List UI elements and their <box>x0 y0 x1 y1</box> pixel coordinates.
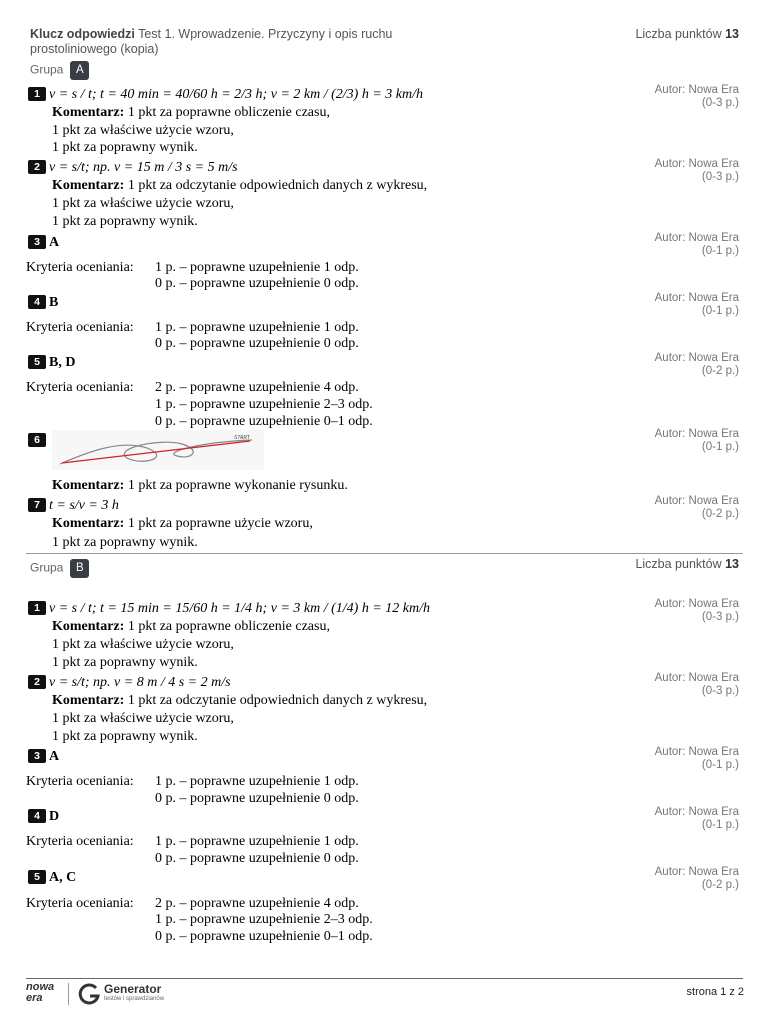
generator-subtitle: testów i sprawdzianów <box>104 996 165 1002</box>
a-q6-path-drawing <box>52 430 264 470</box>
answer-text: B <box>49 295 59 310</box>
b-q2-comment <box>52 692 427 709</box>
answer-text: v = s/t; np. v = 8 m / 4 s = 2 m/s <box>49 675 231 690</box>
points-range: (0-1 p.) <box>701 305 739 317</box>
comment-text: 1 pkt za poprawne użycie wzoru, <box>127 516 313 531</box>
a-q3-author <box>579 232 739 258</box>
a-q5-author <box>579 352 739 378</box>
comment-text: 1 pkt za poprawne obliczenie czasu, <box>127 619 330 634</box>
b-q5-author <box>579 866 739 892</box>
comment-text: 1 pkt za odczytanie odpowiednich danych z wykresu, <box>127 693 428 708</box>
nowa-era-logo: nowa era <box>26 981 55 1004</box>
question-number: 3 <box>28 749 46 763</box>
points-range: (0-2 p.) <box>701 879 739 891</box>
generator-label: Generator <box>104 982 162 996</box>
points-range: (0-3 p.) <box>701 685 739 697</box>
b-q4-criteria-label: Kryteria oceniania: <box>26 834 134 849</box>
points-range: (0-3 p.) <box>701 611 739 623</box>
a-q7-comment <box>52 515 313 532</box>
b-q3-criteria-label: Kryteria oceniania: <box>26 774 134 789</box>
author-text: Autor: Nowa Era <box>654 158 739 170</box>
comment-label: Komentarz: <box>52 516 125 531</box>
a-q6-comment <box>52 477 348 494</box>
points-value: 13 <box>725 557 739 571</box>
comment-text: 1 pkt za odczytanie odpowiednich danych z wykresu, <box>127 178 428 193</box>
b-q3-criteria-2: 0 p. – poprawne uzupełnienie 0 odp. <box>155 791 359 806</box>
points-range: (0-3 p.) <box>701 171 739 183</box>
a-q7-comment-2: 1 pkt za poprawny wynik. <box>52 535 198 550</box>
drawing-start-label: START <box>234 435 250 441</box>
question-number: 6 <box>28 433 46 447</box>
a-q5-answer <box>28 354 75 371</box>
author-text: Autor: Nowa Era <box>654 672 739 684</box>
a-q3-criteria-label: Kryteria oceniania: <box>26 260 134 275</box>
logo-separator <box>68 983 69 1005</box>
a-q7-answer <box>28 497 119 514</box>
a-q3-criteria-1: 1 p. – poprawne uzupełnienie 1 odp. <box>155 260 359 275</box>
answer-text: B, D <box>49 355 76 370</box>
comment-text: 1 pkt za poprawne obliczenie czasu, <box>127 105 330 120</box>
group-b-label <box>30 559 89 578</box>
a-q5-criteria-1: 2 p. – poprawne uzupełnienie 4 odp. <box>155 380 359 395</box>
b-q2-comment-2: 1 pkt za właściwe użycie wzoru, <box>52 711 234 726</box>
title-bold: Klucz odpowiedzi <box>30 27 135 41</box>
total-points <box>635 27 739 41</box>
a-q4-criteria-label: Kryteria oceniania: <box>26 320 134 335</box>
b-q3-answer <box>28 748 59 765</box>
page-number: strona 1 z 2 <box>686 986 744 998</box>
a-q1-comment-3: 1 pkt za poprawny wynik. <box>52 140 198 155</box>
answer-text: v = s / t; t = 40 min = 40/60 h = 2/3 h; v = 2 km / (2/3) h = 3 km/h <box>49 87 423 102</box>
b-q4-answer <box>28 808 59 825</box>
b-q1-author <box>579 598 739 624</box>
section-divider <box>26 553 743 554</box>
b-q2-comment-3: 1 pkt za poprawny wynik. <box>52 729 198 744</box>
question-number: 4 <box>28 295 46 309</box>
a-q2-answer <box>28 159 238 176</box>
a-q2-comment-3: 1 pkt za poprawny wynik. <box>52 214 198 229</box>
answer-text: v = s/t; np. v = 15 m / 3 s = 5 m/s <box>49 160 238 175</box>
b-q1-comment <box>52 618 330 635</box>
question-number: 5 <box>28 870 46 884</box>
group-a-label <box>30 61 89 80</box>
a-q1-comment-2: 1 pkt za właściwe użycie wzoru, <box>52 123 234 138</box>
points-value: 13 <box>725 27 739 41</box>
generator-icon <box>77 982 101 1006</box>
answer-text: t = s/v = 3 h <box>49 498 119 513</box>
group-b-points <box>635 557 739 571</box>
points-range: (0-1 p.) <box>701 819 739 831</box>
points-range: (0-2 p.) <box>701 508 739 520</box>
title-rest: Test 1. Wprowadzenie. Przyczyny i opis ruchu prostoliniowego (kopia) <box>30 27 393 56</box>
a-q7-author <box>579 495 739 521</box>
question-number: 3 <box>28 235 46 249</box>
b-q2-author <box>579 672 739 698</box>
a-q4-author <box>579 292 739 318</box>
answer-text: A <box>49 749 60 764</box>
b-q1-comment-2: 1 pkt za właściwe użycie wzoru, <box>52 637 234 652</box>
author-text: Autor: Nowa Era <box>654 746 739 758</box>
author-text: Autor: Nowa Era <box>654 232 739 244</box>
comment-label: Komentarz: <box>52 105 125 120</box>
author-text: Autor: Nowa Era <box>654 352 739 364</box>
a-q1-answer <box>28 86 423 103</box>
points-range: (0-1 p.) <box>701 759 739 771</box>
a-q3-criteria-2: 0 p. – poprawne uzupełnienie 0 odp. <box>155 276 359 291</box>
points-range: (0-1 p.) <box>701 441 739 453</box>
b-q4-criteria-1: 1 p. – poprawne uzupełnienie 1 odp. <box>155 834 359 849</box>
b-q5-criteria-label: Kryteria oceniania: <box>26 896 134 911</box>
points-range: (0-3 p.) <box>701 97 739 109</box>
b-q4-author <box>579 806 739 832</box>
b-q3-author <box>579 746 739 772</box>
points-label: Liczba punktów <box>635 557 722 571</box>
b-q2-answer <box>28 674 231 691</box>
b-q5-criteria-2: 1 p. – poprawne uzupełnienie 2–3 odp. <box>155 912 373 927</box>
answer-text: v = s / t; t = 15 min = 15/60 h = 1/4 h; v = 3 km / (1/4) h = 12 km/h <box>49 601 430 616</box>
group-b-badge: B <box>70 559 89 578</box>
question-number: 5 <box>28 355 46 369</box>
b-q3-criteria-1: 1 p. – poprawne uzupełnienie 1 odp. <box>155 774 359 789</box>
comment-label: Komentarz: <box>52 478 125 493</box>
a-q5-criteria-3: 0 p. – poprawne uzupełnienie 0–1 odp. <box>155 414 373 429</box>
author-text: Autor: Nowa Era <box>654 495 739 507</box>
question-number: 7 <box>28 498 46 512</box>
a-q5-criteria-2: 1 p. – poprawne uzupełnienie 2–3 odp. <box>155 397 373 412</box>
a-q1-comment <box>52 104 330 121</box>
a-q1-author <box>579 84 739 110</box>
question-number: 1 <box>28 87 46 101</box>
b-q4-criteria-2: 0 p. – poprawne uzupełnienie 0 odp. <box>155 851 359 866</box>
comment-text: 1 pkt za poprawne wykonanie rysunku. <box>127 478 348 493</box>
points-range: (0-2 p.) <box>701 365 739 377</box>
footer-divider <box>26 978 743 979</box>
b-q5-criteria-3: 0 p. – poprawne uzupełnienie 0–1 odp. <box>155 929 373 944</box>
a-q6-number <box>28 432 49 449</box>
a-q4-criteria-1: 1 p. – poprawne uzupełnienie 1 odp. <box>155 320 359 335</box>
drawing-background <box>52 430 264 470</box>
a-q2-comment <box>52 177 427 194</box>
author-text: Autor: Nowa Era <box>654 292 739 304</box>
points-label: Liczba punktów <box>635 27 722 41</box>
question-number: 4 <box>28 809 46 823</box>
question-number: 2 <box>28 675 46 689</box>
group-label-text: Grupa <box>30 560 64 575</box>
answer-text: A <box>49 235 60 250</box>
a-q6-author <box>579 428 739 454</box>
comment-label: Komentarz: <box>52 619 125 634</box>
author-text: Autor: Nowa Era <box>654 428 739 440</box>
a-q4-criteria-2: 0 p. – poprawne uzupełnienie 0 odp. <box>155 336 359 351</box>
b-q5-criteria-1: 2 p. – poprawne uzupełnienie 4 odp. <box>155 896 359 911</box>
b-q1-answer <box>28 600 430 617</box>
question-number: 1 <box>28 601 46 615</box>
author-text: Autor: Nowa Era <box>654 84 739 96</box>
group-label-text: Grupa <box>30 62 64 77</box>
b-q5-answer <box>28 869 76 886</box>
document-title <box>30 27 450 56</box>
a-q4-answer <box>28 294 58 311</box>
comment-label: Komentarz: <box>52 178 125 193</box>
answer-text: A, C <box>49 870 77 885</box>
group-a-badge: A <box>70 61 89 80</box>
a-q5-criteria-label: Kryteria oceniania: <box>26 380 134 395</box>
a-q3-answer <box>28 234 59 251</box>
author-text: Autor: Nowa Era <box>654 806 739 818</box>
points-range: (0-1 p.) <box>701 245 739 257</box>
author-text: Autor: Nowa Era <box>654 598 739 610</box>
a-q2-comment-2: 1 pkt za właściwe użycie wzoru, <box>52 196 234 211</box>
answer-text: D <box>49 809 60 824</box>
comment-label: Komentarz: <box>52 693 125 708</box>
author-text: Autor: Nowa Era <box>654 866 739 878</box>
question-number: 2 <box>28 160 46 174</box>
a-q2-author <box>579 158 739 184</box>
b-q1-comment-3: 1 pkt za poprawny wynik. <box>52 655 198 670</box>
